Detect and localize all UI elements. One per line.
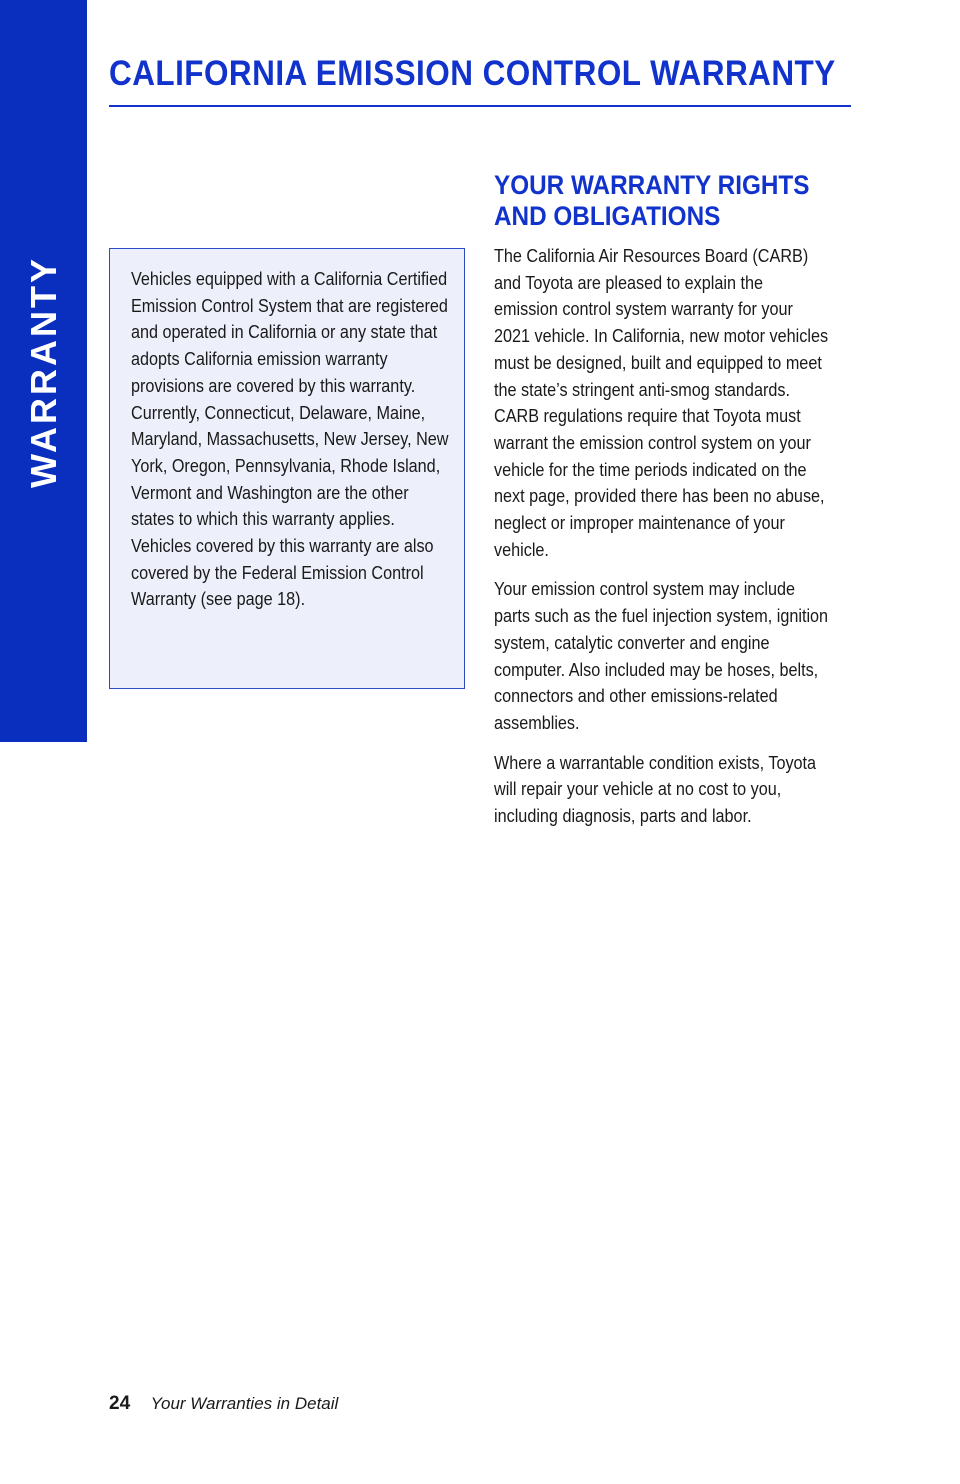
warranty-rights-section (494, 170, 834, 843)
section-heading: YOUR WARRANTY RIGHTS AND OBLIGATIONS (494, 170, 810, 231)
footer-label: Your Warranties in Detail (150, 1394, 339, 1413)
page-title: CALIFORNIA EMISSION CONTROL WARRANTY (109, 54, 836, 93)
title-divider (109, 105, 851, 107)
paragraph-parts: Your emission control system may include parts such as the fuel injection system, ignition system, catalytic converter and engine computer. Also included may be hoses, belts, connectors and other emissions-related assemblies. (494, 579, 829, 733)
notice-box (109, 248, 465, 689)
page-footer (109, 1393, 338, 1415)
paragraph-carb: The California Air Resources Board (CARB) and Toyota are pleased to explain the emission control system warranty for your 2021 vehicle. In California, new motor vehicles must be designed, built and equipped to meet the state’s stringent anti-smog standards. CARB regulations require that Toyota must warrant the emission control system on your vehicle for the time periods indicated on the next page, provided there has been no abuse, neglect or improper maintenance of your vehicle. (494, 246, 829, 560)
page-number: 24 (109, 1393, 131, 1414)
side-tab (0, 0, 87, 742)
side-tab-label: WARRANTY (23, 256, 64, 488)
notice-text: Vehicles equipped with a California Certified Emission Control System that are registered and operated in California or any state that adopts California emission warranty provisions are covered by this warranty. Currently, Connecticut, Delaware, Maine, Maryland, Massachusetts, New Jersey, New York, Oregon, Pennsylvania, Rhode Island, Vermont and Washington are the other states to which this warranty applies. Vehicles covered by this warranty are also covered by the Federal Emission Control Warranty (see page 18). (131, 269, 449, 610)
paragraph-repair: Where a warrantable condition exists, Toyota will repair your vehicle at no cost to you, including diagnosis, parts and labor. (494, 752, 817, 827)
